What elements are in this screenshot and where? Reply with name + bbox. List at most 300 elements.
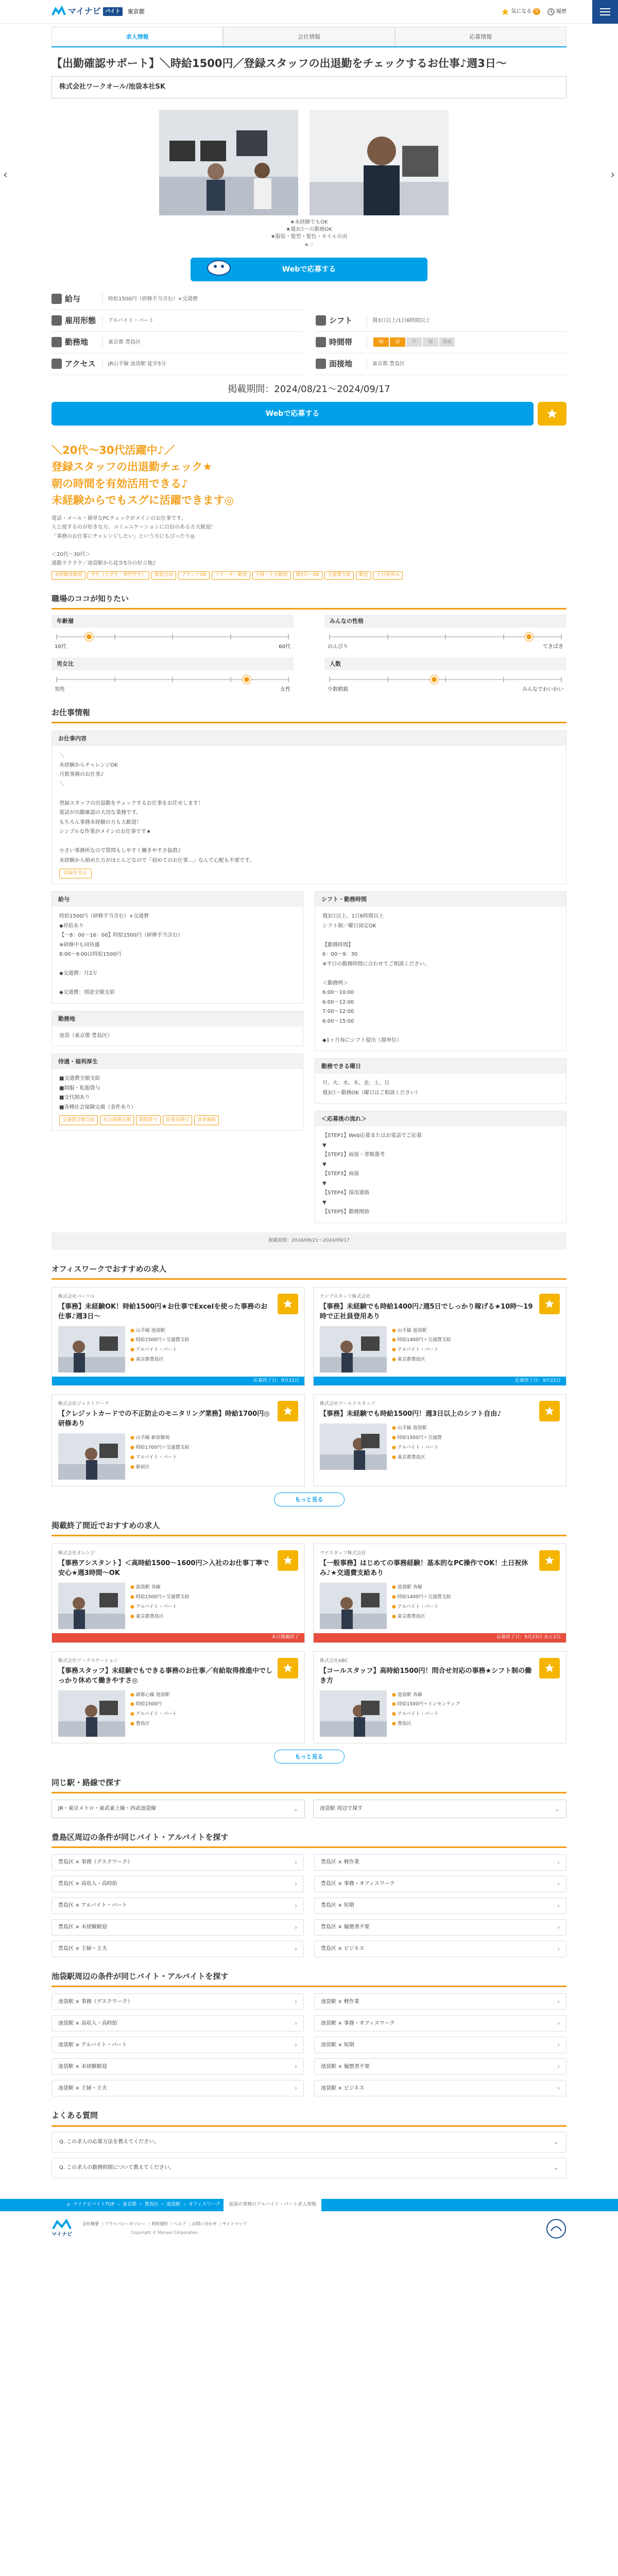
search-link-label: 池袋駅 × ビジネス <box>321 2085 365 2091</box>
search-link[interactable] <box>314 1919 566 1936</box>
card-features <box>130 1583 190 1629</box>
hours-chart <box>373 337 455 347</box>
chevron-right-icon: › <box>295 2084 297 2092</box>
slider-tick <box>329 634 330 639</box>
apply-web-button-2[interactable]: Webで応募する <box>52 402 534 426</box>
chevron-right-icon: › <box>295 2063 297 2071</box>
history-label: 履歴 <box>556 8 566 14</box>
chevron-right-icon: › <box>557 1923 560 1931</box>
chevron-right-icon: › <box>295 2020 297 2027</box>
job-card[interactable] <box>313 1651 566 1743</box>
slider-tick <box>114 634 115 639</box>
tag: 週3日〜OK <box>293 571 323 580</box>
footer-link[interactable]: | プライバシーポリシー <box>102 2221 146 2227</box>
card-favorite-button[interactable] <box>278 1294 298 1314</box>
tab-apply-info[interactable]: 応募情報 <box>395 27 566 46</box>
card-feature-text: 時給1400円＋交通費支給 <box>397 1594 451 1600</box>
card-feature-text: 副都心線 池袋駅 <box>135 1692 170 1698</box>
card-company: 株式会社ワールドスタッフ <box>320 1401 375 1407</box>
card-photo-image <box>58 1433 125 1480</box>
job-card[interactable] <box>52 1287 305 1386</box>
info-employment <box>52 310 302 332</box>
chevron-right-icon: › <box>557 2041 560 2049</box>
card-favorite-button[interactable] <box>539 1401 560 1421</box>
info-interview <box>316 353 566 375</box>
card-feature-text: アルバイト・パート <box>397 1445 439 1451</box>
search-link[interactable] <box>314 1993 566 2010</box>
card-title[interactable]: 【事務アシスタント】＜高時給1500〜1600円＞入社のお仕事丁寧で安心★週3時間〜OK <box>58 1560 269 1578</box>
benefit-box <box>52 1054 303 1131</box>
card-company: 株式会社ワークステーション <box>58 1658 118 1664</box>
slider-knob <box>525 633 533 641</box>
tab-company-info[interactable]: 会社情報 <box>223 27 394 46</box>
card-feature: ● 時給1500円＋交通費支給 <box>130 1594 190 1600</box>
search-link[interactable] <box>314 1941 566 1957</box>
search-link-label: 豊島区 × 軽作業 <box>321 1859 359 1866</box>
card-feature: ● 豊島区 <box>392 1721 411 1727</box>
box-head: 待遇・福利厚生 <box>52 1054 303 1069</box>
search-link-label: 豊島区 × 高収入・高時給 <box>58 1881 117 1887</box>
card-features <box>130 1326 190 1372</box>
flow-box <box>315 1111 566 1223</box>
search-link[interactable] <box>314 1876 566 1892</box>
search-link-label: 豊島区 × ビジネス <box>321 1946 365 1952</box>
card-thumbnail <box>320 1326 387 1372</box>
slider-tick <box>56 677 57 682</box>
tag: ブランクOK <box>178 571 210 580</box>
slider-tick <box>503 677 504 682</box>
card-photo-image <box>320 1423 387 1470</box>
gallery-next-icon[interactable]: › <box>610 168 615 181</box>
search-link[interactable] <box>314 2080 566 2096</box>
card-title[interactable]: 【クレジットカードでの不正防止のモニタリング業務】時給1700円◎研修あり <box>58 1410 270 1428</box>
card-features <box>130 1690 177 1737</box>
card-thumbnail <box>58 1326 125 1372</box>
card-feature-text: 池袋駅 各線 <box>397 1692 422 1698</box>
job-card[interactable] <box>313 1394 566 1486</box>
job-card[interactable] <box>52 1651 305 1743</box>
card-feature: ● アルバイト・パート <box>130 1711 177 1717</box>
footer-link[interactable]: | 利用規約 <box>149 2221 168 2227</box>
copyright: Copyright © Mynavi Corporation <box>131 2230 198 2235</box>
history-link[interactable] <box>547 8 566 16</box>
tag: 社会保険完備 <box>100 1115 134 1125</box>
card-feature: ● アルバイト・パート <box>392 1711 439 1717</box>
card-feature-text: 東京都豊島区 <box>397 1454 425 1460</box>
slider-tick <box>288 677 289 682</box>
card-photo-image <box>320 1326 387 1372</box>
slider-tick <box>230 677 231 682</box>
job-card[interactable] <box>52 1394 305 1486</box>
tag-list <box>52 571 566 580</box>
train-icon <box>52 359 62 369</box>
ended-heading: 掲載終了間近でおすすめの求人 <box>52 1520 566 1536</box>
breadcrumb: ⌂ マイナビバイトTOP › 東京都 › 豊島区 › 池袋駅 › オフィスワーク 池袋の事務のアルバイト・パート求人情報 <box>0 2199 618 2211</box>
card-favorite-button[interactable] <box>278 1550 298 1571</box>
search-link-label: 豊島区 × 事務（デスクワーク） <box>58 1859 133 1866</box>
star-icon <box>544 1663 555 1673</box>
area-label[interactable]: 東京都 <box>127 8 145 15</box>
apply-web-button[interactable]: Webで応募する <box>191 258 427 281</box>
slider-right: てきぱき <box>543 644 563 650</box>
atmosphere-heading: 職場のココが知りたい <box>52 593 566 609</box>
search-link-label: 豊島区 × 事務・オフィスワーク <box>321 1881 395 1887</box>
card-feature: ● 東京都豊島区 <box>392 1454 425 1460</box>
card-feature: ● アルバイト・パート <box>130 1604 177 1609</box>
pin-icon <box>52 337 62 347</box>
station-select-value: 池袋駅 周辺で探す <box>320 1806 363 1812</box>
logo-text: マイナビ <box>68 6 101 16</box>
footer-link[interactable]: | お問い合わせ <box>189 2221 216 2227</box>
box-head: 勤務できる曜日 <box>315 1059 566 1074</box>
slider-tick <box>445 677 446 682</box>
posting-period: 掲載期間：2024/08/21〜2024/09/17 <box>228 383 390 395</box>
line-select[interactable] <box>52 1800 305 1818</box>
id-icon <box>52 315 62 326</box>
gallery-dots[interactable]: ● ○ <box>304 242 314 247</box>
search-link-label: 豊島区 × 主婦・主夫 <box>58 1946 107 1952</box>
search-link[interactable] <box>52 2037 304 2053</box>
card-feature: ● 東京都豊島区 <box>130 1357 164 1363</box>
card-feature-text: 池袋駅 各線 <box>135 1585 161 1590</box>
chevron-right-icon: › <box>557 2020 560 2027</box>
chevron-right-icon: › <box>557 1902 560 1909</box>
apply-row <box>52 402 566 426</box>
card-title[interactable]: 【事務スタッフ】未経験でもできる事務のお仕事／有給取得推進中でしっかり休めて働きやすさ◎ <box>58 1667 273 1685</box>
card-feature: ● 山手線 新宿御苑 <box>130 1435 170 1441</box>
tag: 未経験者歓迎 <box>52 571 85 580</box>
search-link[interactable] <box>52 1993 304 2010</box>
slider-knob <box>243 675 251 684</box>
reco-list <box>52 1287 566 1486</box>
slider-tick <box>561 677 562 682</box>
card-feature-text: 山手線 新宿御苑 <box>135 1435 170 1441</box>
shift-box <box>315 891 566 1051</box>
card-features <box>392 1423 442 1470</box>
home-icon[interactable]: ⌂ <box>67 2201 70 2207</box>
breadcrumb-item[interactable]: 豊島区 <box>144 2201 159 2207</box>
slider-tick <box>387 677 388 682</box>
box-body <box>52 746 566 884</box>
search-link-label: 池袋駅 × アルバイト・パート <box>58 2042 127 2048</box>
card-title[interactable]: 【事務】未経験でも時給1400円♪週5日でしっかり稼げる★10時〜19時で正社員登用あり <box>320 1302 533 1320</box>
card-company: 株式会社ジャストワーク <box>58 1401 109 1407</box>
tag: 制服貸与 <box>136 1115 161 1125</box>
chevron-right-icon: › <box>557 1858 560 1866</box>
slider-head: みんなの性格 <box>324 615 566 628</box>
tag: 交通費全額支給 <box>59 1115 98 1125</box>
card-feature: ● 東京都豊島区 <box>392 1357 425 1363</box>
job-summary <box>52 289 566 375</box>
slider-age <box>52 615 294 651</box>
tag: 交通費支給 <box>324 571 354 580</box>
box-head: シフト・勤務時間 <box>315 892 566 907</box>
card-title[interactable]: 【事務】未経験OK！時給1500円★お仕事でExcelを使った事務のお仕事♪週3日〜 <box>58 1302 268 1320</box>
card-features <box>392 1326 451 1372</box>
card-favorite-button[interactable] <box>539 1550 560 1571</box>
card-feature: ● アルバイト・パート <box>130 1347 177 1353</box>
work-text: ＼ 未経験からチャレンジOK 月数事務のお仕事♪ ＼ 登録スタッフの出退勤をチェックするお仕事をお任せします！ 電話が出勤確認の大切な業務です。 もちろん事務未経験の方も大歓迎！ シンプルな作業がメインのお仕事です★ 小さい事務所なので質問もしやすく働きやすさ抜群♪ 未経験から始めた方がほとんどなので「初めてのお仕事…」なんて心配も不要です。 <box>59 753 255 863</box>
card-feature-text: アルバイト・パート <box>135 1604 177 1609</box>
breadcrumb-item[interactable]: マイナビバイトTOP <box>73 2201 115 2207</box>
company-name[interactable]: 株式会社ワークオール/池袋本社SK <box>52 76 566 98</box>
search-link[interactable] <box>52 1919 304 1936</box>
search-link-label: 池袋駅 × 未経験歓迎 <box>58 2063 107 2070</box>
info-location <box>52 332 302 353</box>
footer-logo[interactable] <box>52 2218 72 2239</box>
toshima-heading: 豊島区周辺の条件が同じバイト・アルバイトを探す <box>52 1832 566 1848</box>
slider-tick <box>503 634 504 639</box>
slider-right: みんなでわいわい <box>522 686 563 692</box>
card-feature-text: アルバイト・パート <box>397 1604 439 1609</box>
footer-link[interactable]: 会社概要 <box>82 2222 99 2227</box>
chevron-down-icon: ⌄ <box>553 2164 559 2172</box>
card-title[interactable]: 【事務】未経験でも時給1500円！週3日以上のシフト自由♪ <box>320 1410 502 1418</box>
benefit-text: ■交通費全額支給 ■制服・私服貸与 ■交代制あり ■各種社会保険完備（条件あり） <box>59 1076 136 1110</box>
card-feature-text: 豊島区 <box>397 1721 411 1727</box>
slider-head: 男女比 <box>52 657 294 670</box>
card-feature-text: 時給1500円＋交通費 <box>397 1435 442 1441</box>
search-link[interactable] <box>52 1941 304 1957</box>
box-body: 【STEP1】Web応募またはお電話でご応募 ▼ 【STEP2】面接・書類選考 ▼ 【STEP3】面接 ▼ 【STEP4】採用連絡 ▼ 【STEP5】勤務開始 <box>322 1133 422 1215</box>
card-thumbnail <box>58 1690 125 1737</box>
caption-line: ★服装・髪型・髪色・ネイル自由 <box>270 233 348 240</box>
search-link[interactable] <box>314 2015 566 2031</box>
place-box <box>52 1011 303 1047</box>
favorite-button[interactable] <box>538 402 566 426</box>
card-feature-text: 山手線 池袋駅 <box>397 1426 427 1431</box>
card-thumbnail <box>320 1423 387 1470</box>
card-feature: ● 池袋駅 各線 <box>392 1692 422 1698</box>
card-feature-text: 時給1700円＋交通費支給 <box>135 1445 190 1450</box>
footer-link[interactable]: | サイトマップ <box>220 2221 247 2227</box>
catch-copy <box>52 442 566 509</box>
chevron-right-icon: › <box>557 1945 560 1953</box>
card-favorite-button[interactable] <box>539 1294 560 1314</box>
job-card[interactable] <box>313 1287 566 1386</box>
slider-right: 女性 <box>280 686 290 692</box>
hour-slot: 深夜 <box>439 337 455 347</box>
card-feature: ● 山手線 池袋駅 <box>130 1328 165 1333</box>
card-deadline: 本日掲載終了 <box>52 1633 304 1642</box>
favorites-link[interactable] <box>501 8 540 16</box>
faq-item[interactable] <box>52 2158 566 2178</box>
slider-left: 少数精鋭 <box>328 686 348 692</box>
star-icon <box>283 1299 293 1309</box>
breadcrumb-item[interactable]: オフィスワーク <box>188 2201 221 2207</box>
site-logo[interactable] <box>52 5 145 18</box>
card-feature: ● 池袋駅 各線 <box>392 1585 422 1590</box>
search-link-label: 豊島区 × 履歴書不要 <box>321 1924 370 1930</box>
gallery-prev-icon[interactable]: ‹ <box>3 168 8 181</box>
favorites-count: 0 <box>533 8 540 15</box>
photo-office-image <box>159 110 298 215</box>
chevron-right-icon: › <box>295 1902 297 1909</box>
slider-head: 年齢層 <box>52 615 294 628</box>
star-icon <box>283 1663 293 1673</box>
slider-gender <box>52 657 294 694</box>
card-feature-text: 時給1400円＋交通費支給 <box>397 1337 451 1343</box>
search-link[interactable] <box>52 1854 304 1871</box>
slider-bar <box>57 673 288 686</box>
info-label: シフト <box>329 315 353 325</box>
search-link[interactable] <box>52 2015 304 2031</box>
search-link[interactable] <box>52 1897 304 1914</box>
search-link[interactable] <box>314 1897 566 1914</box>
search-link[interactable] <box>314 1854 566 1871</box>
work-box <box>52 731 566 884</box>
tag: 土日祝休み <box>373 571 403 580</box>
photo-gallery <box>0 110 618 264</box>
slider-left: 男性 <box>55 686 65 692</box>
footer-link[interactable]: | ヘルプ <box>171 2221 186 2227</box>
search-link[interactable] <box>314 2058 566 2075</box>
card-title[interactable]: 【コールスタッフ】高時給1500円！問合せ対応の事務★シフト制の働き方 <box>320 1667 532 1685</box>
clock-icon <box>316 337 326 347</box>
slider-tick <box>561 634 562 639</box>
card-feature: ● 副都心線 池袋駅 <box>130 1692 170 1698</box>
search-link-label: 池袋駅 × 履歴書不要 <box>321 2063 370 2070</box>
info-value: 東京都 豊島区 <box>372 361 405 367</box>
search-link[interactable] <box>52 2058 304 2075</box>
card-favorite-button[interactable] <box>539 1658 560 1679</box>
job-title: 【出勤確認サポート】＼時給1500円／登録スタッフの出退勤をチェックするお仕事♪週3日〜 <box>52 57 507 70</box>
star-icon <box>544 1406 555 1416</box>
slider-bar <box>330 631 561 643</box>
slider-head: 人数 <box>324 657 566 670</box>
detail-more-button[interactable]: 詳細を見る <box>59 869 92 878</box>
card-feature: ● 時給1700円＋交通費支給 <box>130 1445 190 1450</box>
slider-bar <box>57 631 288 643</box>
chevron-right-icon: › <box>295 1998 297 2006</box>
star-icon <box>546 408 558 419</box>
card-deadline: 応募終了日：9月22日 <box>52 1377 304 1386</box>
card-feature-text: 池袋駅 各線 <box>397 1585 422 1590</box>
card-feature-text: 時給1500円 <box>135 1702 162 1707</box>
card-feature-text: 山手線 池袋駅 <box>397 1328 427 1333</box>
slider-tick <box>114 677 115 682</box>
search-link[interactable] <box>52 1876 304 1892</box>
card-thumbnail <box>58 1583 125 1629</box>
box-body: 月、火、水、木、金、土、日 週3日〜勤務OK（曜日はご相談ください） <box>322 1080 421 1096</box>
tab-job-info[interactable]: 求人情報 <box>52 27 223 46</box>
ended-see-more-button[interactable]: もっと見る <box>274 1750 345 1764</box>
slider-tick <box>387 634 388 639</box>
card-feature-text: 東京都豊島区 <box>397 1357 425 1363</box>
chevron-right-icon: › <box>295 1923 297 1931</box>
ikebukuro-heading: 池袋駅周辺の条件が同じバイト・アルバイトを探す <box>52 1971 566 1987</box>
search-link[interactable] <box>314 2037 566 2053</box>
card-feature: ● 山手線 池袋駅 <box>392 1328 427 1333</box>
card-title[interactable]: 【一般事務】はじめての事務経験！基本的なPC操作でOK！土日祝休み♪★交通費支給あり <box>320 1560 528 1578</box>
days-box <box>315 1058 566 1104</box>
card-company: マナスタッフ株式会社 <box>320 1551 366 1556</box>
hamburger-icon <box>600 8 610 16</box>
card-feature: ● 池袋駅 各線 <box>130 1585 161 1590</box>
card-thumbnail <box>320 1690 387 1737</box>
card-deadline: 応募終了日：9月23日 あと2日 <box>314 1633 566 1642</box>
search-link-label: 池袋駅 × 事務・オフィスワーク <box>321 2020 395 2026</box>
lead-text: 電話・メール・簡単なPCチェックがメインのお仕事です。 人と接するのが好きな方、コミュニケーションに自信のある方大歓迎！ 「事務のお仕事にチャレンジしたい」という方にもぴったり◎ ＜20代〜30代＞ 通勤ラクラク／池袋駅から徒歩5分の好立地♪ <box>52 515 216 567</box>
logo-mark-icon <box>52 6 66 17</box>
card-feature-text: 時給1500円＋交通費支給 <box>135 1594 190 1600</box>
posted-period: 掲載期間：2024/08/21〜2024/09/17 <box>52 1232 566 1250</box>
job-card[interactable] <box>313 1544 566 1643</box>
tag: 学生（大学生・専門学生） <box>88 571 149 580</box>
pay-box <box>52 891 303 1004</box>
slider-size <box>324 657 566 694</box>
card-feature-text: アルバイト・パート <box>397 1711 439 1717</box>
favorites-label: 気になる <box>511 8 532 14</box>
line-select-value: JR・東京メトロ・東武東上線・西武池袋線 <box>58 1806 156 1812</box>
ended-list <box>52 1544 566 1743</box>
job-card[interactable] <box>52 1544 305 1643</box>
info-label: 面接地 <box>329 359 353 368</box>
chevron-right-icon: › <box>557 1998 560 2006</box>
logo-sub: バイト <box>103 7 123 16</box>
card-favorite-button[interactable] <box>278 1401 298 1421</box>
chevron-right-icon: › <box>295 1880 297 1888</box>
reco-heading: オフィスワークでおすすめの求人 <box>52 1263 566 1280</box>
photo-office <box>159 110 298 215</box>
info-value: 週3日以上/1日6時間以上 <box>372 317 431 324</box>
box-body <box>52 1069 303 1130</box>
card-feature-text: アルバイト・パート <box>397 1347 439 1353</box>
chevron-right-icon: › <box>295 2041 297 2049</box>
photo-staff-image <box>310 110 449 215</box>
box-head: お仕事内容 <box>52 731 566 746</box>
card-feature: ● 時給1500円＋インセンティブ <box>392 1702 460 1707</box>
box-body: 時給1500円（研修手当含む）+交通費 ◆昇給あり 【〜8：00〜16：00】時給1500円（研修手当含む） ※研修中も同待遇 8:00〜9:00は時給1500円 ◆交通費：月2万 ◆交通費：別途全額支給 <box>59 913 183 996</box>
info-label: アクセス <box>65 359 96 368</box>
site-footer <box>0 2211 618 2246</box>
breadcrumb-item[interactable]: 池袋駅 <box>166 2201 181 2207</box>
chevron-down-icon: ⌄ <box>293 1805 298 1812</box>
star-icon <box>283 1555 293 1566</box>
search-link-label: 豊島区 × 未経験歓迎 <box>58 1924 107 1930</box>
card-photo-image <box>58 1326 125 1372</box>
box-body: 池袋（東京都 豊島区） <box>59 1032 113 1039</box>
station-select[interactable] <box>313 1800 566 1818</box>
search-link[interactable] <box>52 2080 304 2096</box>
reco-see-more-button[interactable]: もっと見る <box>274 1493 345 1506</box>
slider-knob <box>85 633 93 641</box>
slider-left: のんびり <box>328 644 348 650</box>
star-icon <box>544 1299 555 1309</box>
breadcrumb-item[interactable]: 東京都 <box>123 2201 137 2207</box>
caption-line: ★週3日〜の勤務OK <box>286 226 332 232</box>
info-label: 給与 <box>65 294 81 303</box>
detail-heading: お仕事情報 <box>52 707 566 723</box>
card-photo-image <box>58 1690 125 1737</box>
box-head: 給与 <box>52 892 303 907</box>
slider-left: 10代 <box>55 644 66 650</box>
card-feature-text: アルバイト・パート <box>135 1711 177 1717</box>
card-feature-text: アルバイト・パート <box>135 1347 177 1353</box>
footer-logo-text: マイナビ <box>52 2231 72 2238</box>
slider-tick <box>172 634 173 639</box>
menu-button[interactable] <box>592 0 618 24</box>
box-head: ＜応募後の流れ＞ <box>315 1111 566 1126</box>
faq-item[interactable] <box>52 2132 566 2153</box>
search-link-label: 池袋駅 × 事務（デスクワーク） <box>58 1998 133 2005</box>
near-heading: 同じ駅・路線で探す <box>52 1777 566 1793</box>
slider-bar <box>330 673 561 686</box>
card-favorite-button[interactable] <box>278 1658 298 1679</box>
chevron-down-icon: ⌄ <box>554 1805 560 1812</box>
star-icon <box>544 1555 555 1566</box>
card-feature: ● アルバイト・パート <box>392 1445 439 1451</box>
